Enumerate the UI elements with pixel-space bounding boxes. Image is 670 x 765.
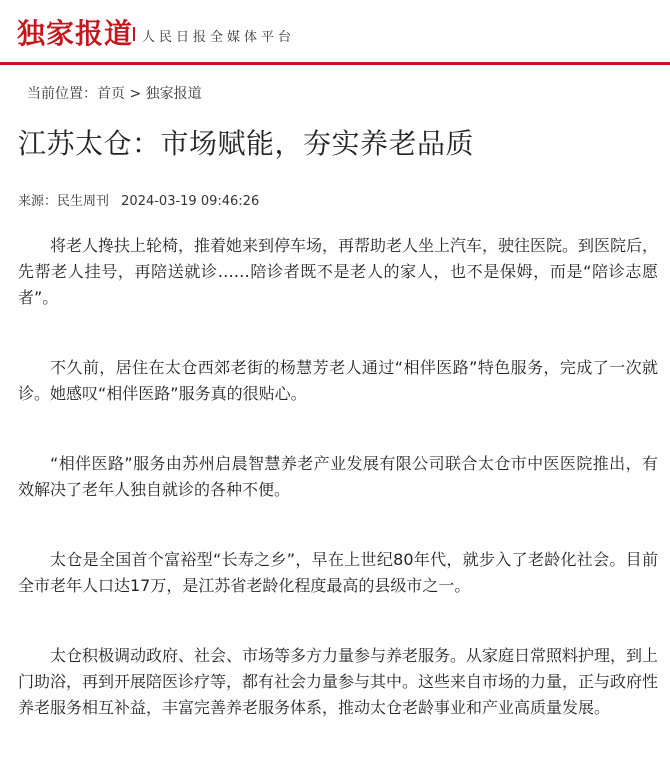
article-datetime: 2024-03-19 09:46:26 — [121, 194, 260, 209]
breadcrumb-separator: > — [129, 86, 142, 102]
article-paragraph: 太仓是全国首个富裕型“长寿之乡”，早在上世纪80年代，就步入了老龄化社会。目前全市老年人口达17万，是江苏省老龄化程度最高的县级市之一。 — [18, 550, 658, 595]
site-header — [0, 0, 670, 65]
article-paragraph: 将老人搀扶上轮椅，推着她来到停车场，再帮助老人坐上汽车，驶往医院。到医院后，先帮老人挂号，再陪送就诊……陪诊者既不是老人的家人，也不是保姆，而是“陪诊志愿者”。 — [18, 236, 659, 307]
breadcrumb — [27, 83, 202, 103]
breadcrumb-home-link[interactable]: 首页 — [97, 86, 125, 102]
site-tagline: 人民日报全媒体平台 — [142, 30, 296, 45]
breadcrumb-prefix: 当前位置： — [27, 86, 97, 102]
article-title: 江苏太仓：市场赋能，夯实养老品质 — [18, 127, 475, 160]
site-logo[interactable]: 独家报道 — [17, 17, 134, 50]
breadcrumb-section-link[interactable]: 独家报道 — [145, 86, 202, 102]
article-meta — [18, 190, 259, 209]
article-paragraph: “相伴医路”服务由苏州启晨智慧养老产业发展有限公司联合太仓市中医医院推出，有效解决了老年人独自就诊的各种不便。 — [18, 454, 658, 499]
article-paragraph: 太仓积极调动政府、社会、市场等多方力量参与养老服务。从家庭日常照料护理，到上门助浴，再到开展陪医诊疗等，都有社会力量参与其中。这些来自市场的力量，正与政府性养老服务相互补益，丰富完善养老服务体系，推动太仓老龄事业和产业高质量发展。 — [18, 646, 659, 717]
tagline-divider — [133, 27, 135, 41]
article-paragraph: 不久前，居住在太仓西郊老街的杨慧芳老人通过“相伴医路”特色服务，完成了一次就诊。她感叹“相伴医路”服务真的很贴心。 — [18, 358, 658, 403]
article-body — [18, 233, 658, 765]
article-source: 来源：民生周刊 — [18, 194, 110, 209]
